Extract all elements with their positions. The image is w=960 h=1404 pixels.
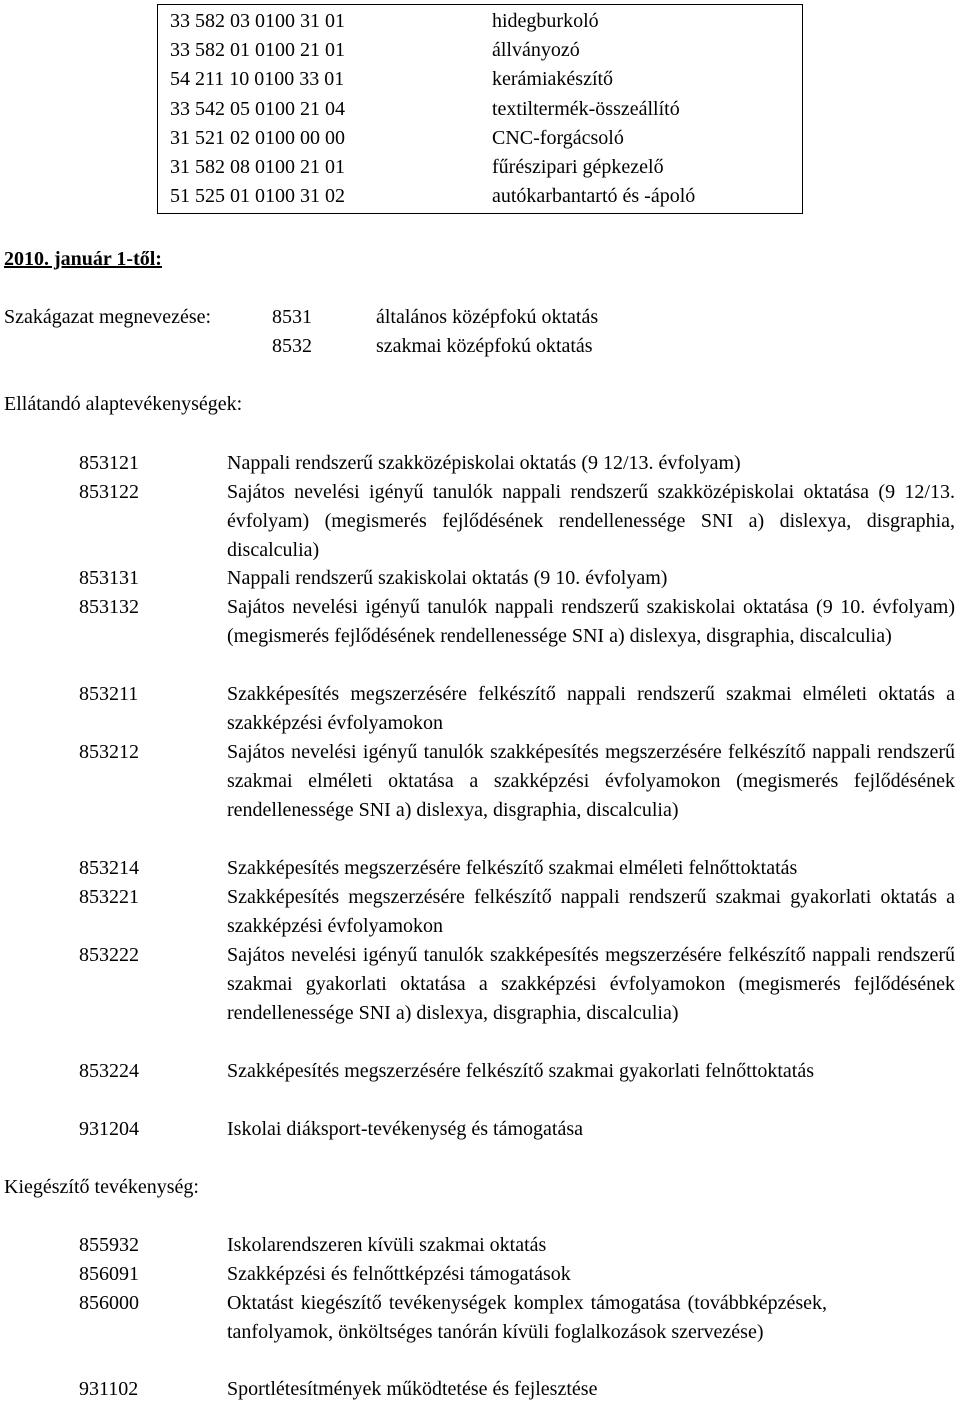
activity-description: Iskolai diáksport-tevékenység és támogatása <box>227 1118 583 1140</box>
activity-description: Sajátos nevelési igényű tanulók szakképesítés megszerzésére felkészítő nappali rendszerű szakmai gyakorlati oktatása a szakképzési évfolyamokon (megismerés fejlődésének rendellenessége SNI a) dislexya, disgraphia, discalculia) <box>227 944 955 1024</box>
activity-description: Iskolarendszeren kívüli szakmai oktatás <box>227 1234 547 1256</box>
sector-name: szakmai középfokú oktatás <box>376 335 593 357</box>
activity-description: Sajátos nevelési igényű tanulók nappali rendszerű szakközépiskolai oktatása (9 12/13. évfolyam) (megismerés fejlődésének rendellenessége SNI a) dislexya, disgraphia, discalculia) <box>227 481 955 561</box>
qualification-name: fűrészipari gépkezelő <box>492 156 664 178</box>
qualifications-table <box>157 4 803 214</box>
core-activities-label: Ellátandó alaptevékenységek: <box>4 393 243 415</box>
activity-code: 856091 <box>79 1263 139 1285</box>
activity-description: Sajátos nevelési igényű tanulók szakképesítés megszerzésére felkészítő nappali rendszerű szakmai elméleti oktatása a szakképzési évfolyamokon (megismerés fejlődésének rendellenessége SNI a) dislexya, disgraphia, discalculia) <box>227 741 955 821</box>
activity-code: 853221 <box>79 886 139 908</box>
qualification-name: textiltermék-összeállító <box>492 98 680 120</box>
qualification-name: hidegburkoló <box>492 10 599 32</box>
activity-description: Szakképesítés megszerzésére felkészítő szakmai gyakorlati felnőttoktatás <box>227 1060 814 1082</box>
table-row <box>158 95 802 124</box>
activity-code: 853222 <box>79 944 139 966</box>
activity-code: 856000 <box>79 1292 139 1314</box>
activity-code: 853121 <box>79 452 139 474</box>
activity-description: Nappali rendszerű szakiskolai oktatás (9 10. évfolyam) <box>227 567 668 589</box>
activity-code: 853122 <box>79 481 139 503</box>
table-row <box>158 182 802 211</box>
activity-code: 853214 <box>79 857 139 879</box>
activity-code: 931102 <box>79 1378 139 1400</box>
activity-code: 853211 <box>79 683 139 705</box>
effective-date-heading: 2010. január 1-től: <box>4 248 162 270</box>
table-row <box>158 65 802 94</box>
activity-description: Szakképzési és felnőttképzési támogatások <box>227 1263 571 1285</box>
activity-description: Szakképesítés megszerzésére felkészítő nappali rendszerű szakmai elméleti oktatás a szakképzési évfolyamokon <box>227 683 955 734</box>
qualification-code: 51 525 01 0100 31 02 <box>170 185 345 207</box>
activity-code: 931204 <box>79 1118 139 1140</box>
qualification-code: 54 211 10 0100 33 01 <box>170 68 345 90</box>
qualification-code: 33 542 05 0100 21 04 <box>170 98 345 120</box>
table-row <box>158 153 802 182</box>
qualification-code: 31 582 08 0100 21 01 <box>170 156 345 178</box>
qualification-name: autókarbantartó és -ápoló <box>492 185 696 207</box>
table-row <box>158 36 802 65</box>
activity-code: 853224 <box>79 1060 139 1082</box>
activity-code: 853132 <box>79 596 139 618</box>
sector-code: 8531 <box>272 306 312 328</box>
activity-description: Szakképesítés megszerzésére felkészítő szakmai elméleti felnőttoktatás <box>227 857 798 879</box>
activity-description: Oktatást kiegészítő tevékenységek komplex támogatása (továbbképzések, tanfolyamok, önköltséges tanórán kívüli foglalkozások szervezése) <box>227 1292 827 1343</box>
activity-description: Szakképesítés megszerzésére felkészítő nappali rendszerű szakmai gyakorlati oktatás a szakképzési évfolyamokon <box>227 886 955 937</box>
qualification-code: 31 521 02 0100 00 00 <box>170 127 345 149</box>
sector-label: Szakágazat megnevezése: <box>4 306 212 328</box>
activity-code: 855932 <box>79 1234 139 1256</box>
activity-description: Sajátos nevelési igényű tanulók nappali rendszerű szakiskolai oktatása (9 10. évfolyam) (megismerés fejlődésének rendellenessége SNI a) dislexya, disgraphia, discalculia) <box>227 596 955 647</box>
activity-code: 853131 <box>79 567 139 589</box>
table-row <box>158 124 802 153</box>
qualification-name: kerámiakészítő <box>492 68 614 90</box>
qualification-name: állványozó <box>492 39 580 61</box>
sector-name: általános középfokú oktatás <box>376 306 599 328</box>
activity-code: 853212 <box>79 741 139 763</box>
activity-description: Sportlétesítmények működtetése és fejlesztése <box>227 1378 598 1400</box>
qualification-name: CNC-forgácsoló <box>492 127 624 149</box>
supplementary-activities-label: Kiegészítő tevékenység: <box>4 1176 199 1198</box>
qualification-code: 33 582 01 0100 21 01 <box>170 39 345 61</box>
qualification-code: 33 582 03 0100 31 01 <box>170 10 345 32</box>
activity-description: Nappali rendszerű szakközépiskolai oktatás (9 12/13. évfolyam) <box>227 452 741 474</box>
table-row <box>158 7 802 36</box>
sector-code: 8532 <box>272 335 312 357</box>
